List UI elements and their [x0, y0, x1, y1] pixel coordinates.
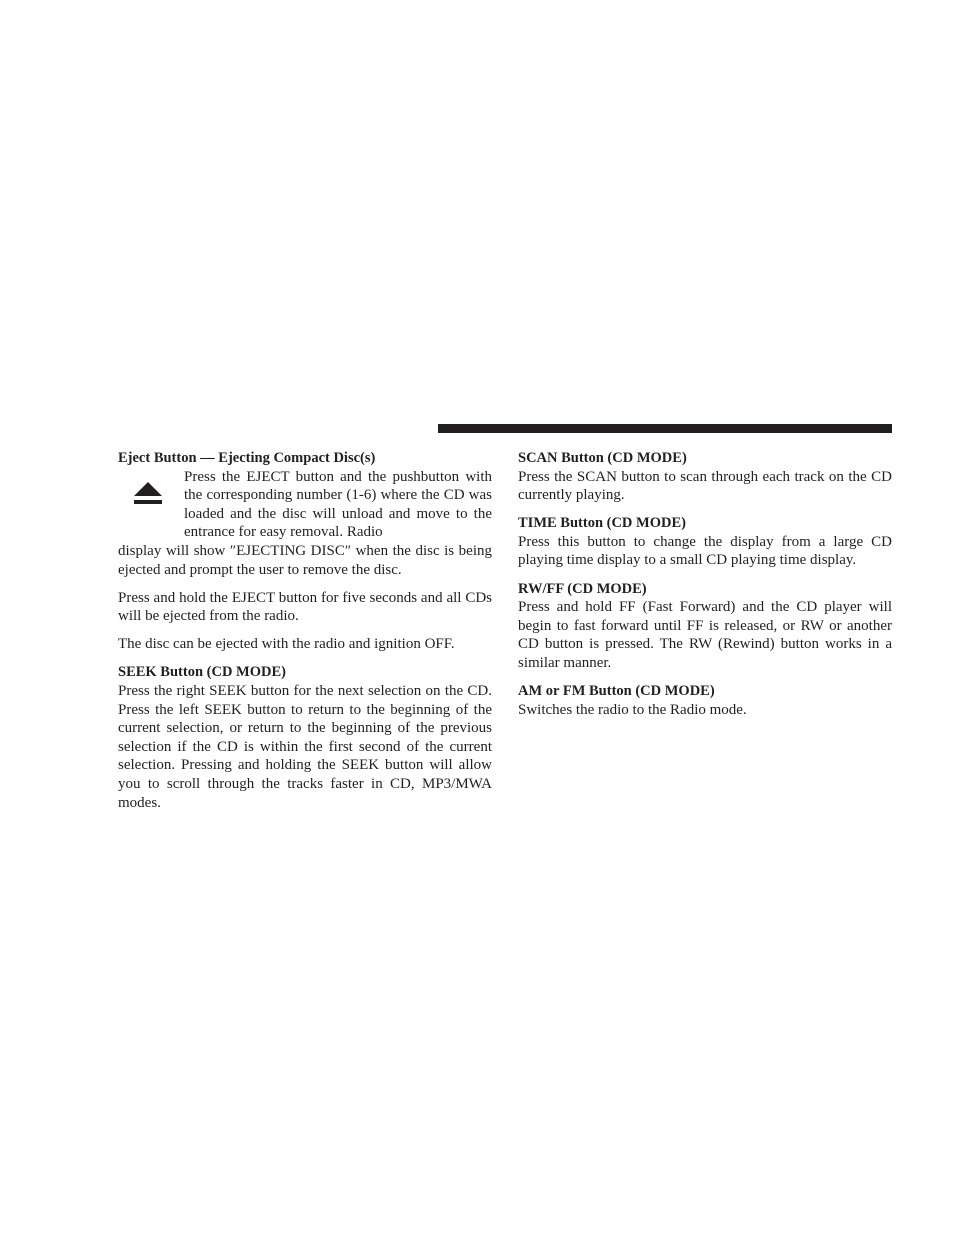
right-column [518, 449, 892, 719]
scan-heading: SCAN Button (CD MODE) [518, 450, 687, 466]
amfm-paragraph: Switches the radio to the Radio mode. [518, 701, 747, 718]
eject-text-beside-icon: Press the EJECT button and the pushbutton with the corresponding number (1-6) where the CD was loaded and the disc will unload and move to the entrance for easy removal. Radio [184, 468, 492, 541]
rwff-paragraph: Press and hold FF (Fast Forward) and the CD player will begin to fast forward until FF is released, or RW or another CD button is pressed. The RW (Rewind) button works in a similar manner. [518, 599, 892, 671]
eject-icon [118, 472, 174, 514]
amfm-heading: AM or FM Button (CD MODE) [518, 683, 715, 700]
eject-hold-paragraph: Press and hold the EJECT button for five seconds and all CDs will be ejected from the radio. [118, 589, 492, 625]
rwff-heading: RW/FF (CD MODE) [518, 580, 647, 597]
eject-section [118, 468, 492, 580]
left-column [118, 449, 492, 812]
eject-off-paragraph: The disc can be ejected with the radio and ignition OFF. [118, 636, 455, 653]
section-rule [438, 424, 892, 433]
time-heading: TIME Button (CD MODE) [518, 515, 686, 532]
scan-paragraph: Press the SCAN button to scan through each track on the CD currently playing. [518, 468, 892, 504]
eject-text-below-icon: display will show ″EJECTING DISC″ when the disc is being ejected and prompt the user to remove the disc. [118, 542, 492, 578]
time-paragraph: Press this button to change the display from a large CD playing time display to a small CD playing time display. [518, 533, 892, 569]
eject-heading: Eject Button — Ejecting Compact Disc(s) [118, 450, 376, 466]
seek-paragraph: Press the right SEEK button for the next selection on the CD. Press the left SEEK button to return to the beginning of the current selection, or return to the beginning of the previous selection if the CD is within the first second of the current selection. Pressing and holding the SEEK button will allow you to scroll through the tracks faster in CD, MP3/MWA modes. [118, 683, 492, 811]
seek-heading: SEEK Button (CD MODE) [118, 664, 286, 681]
